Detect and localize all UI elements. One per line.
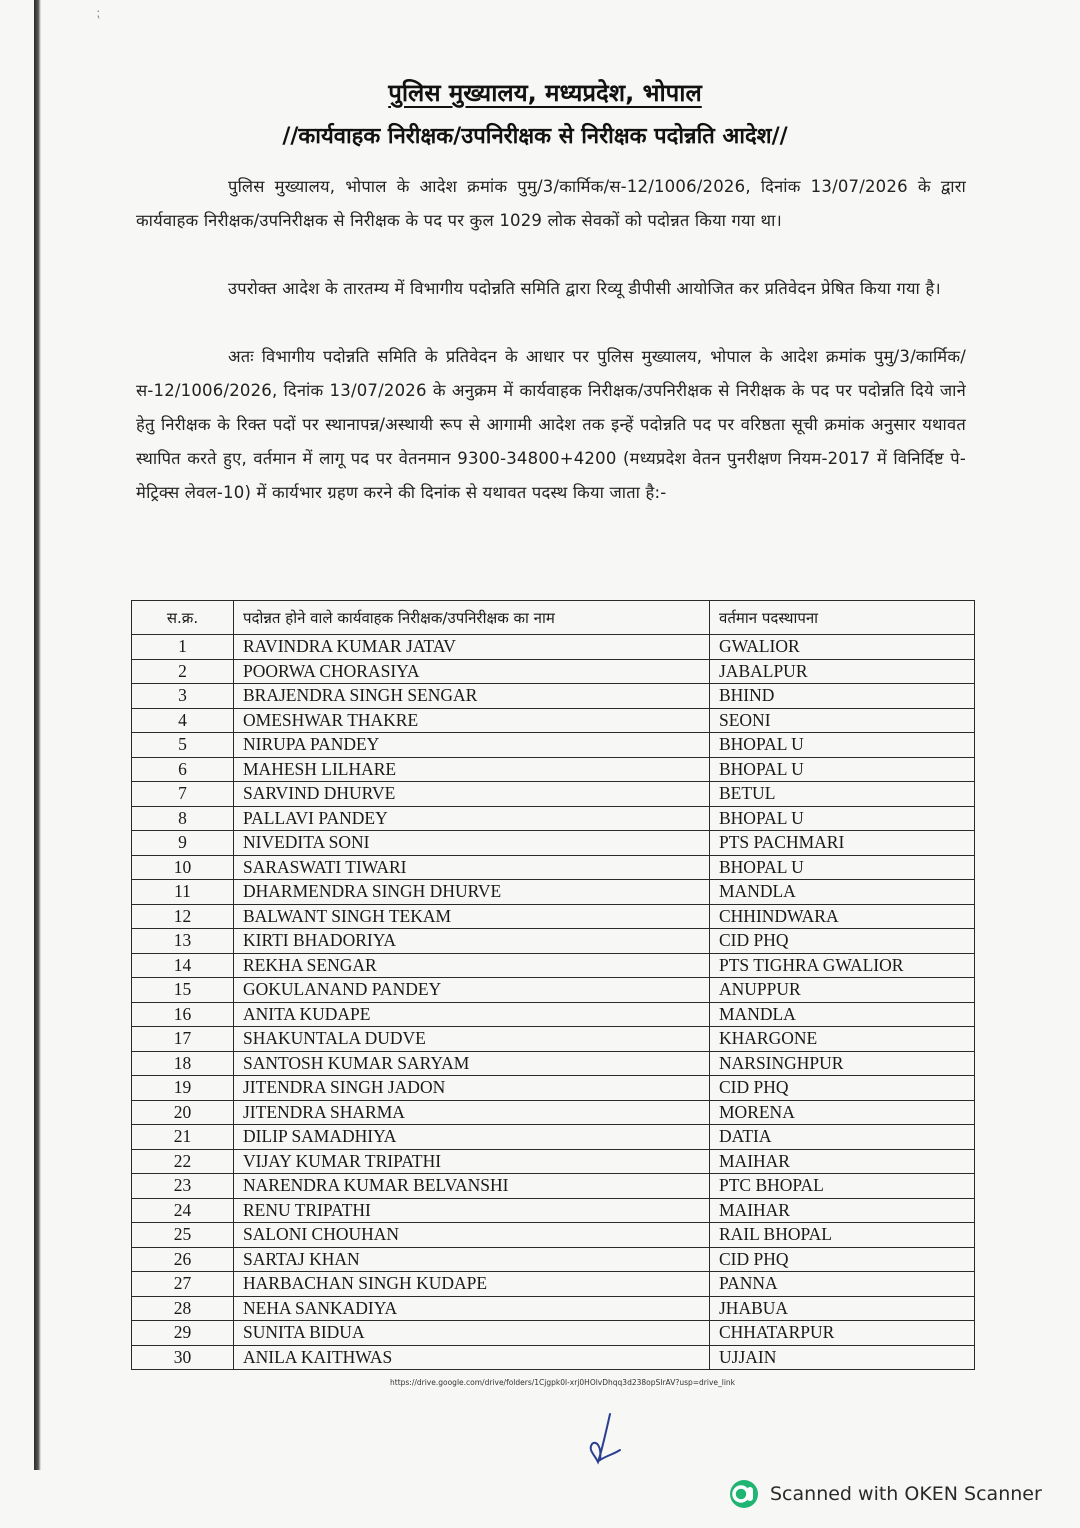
serial-number-cell: 9 xyxy=(132,831,234,856)
serial-number-cell: 21 xyxy=(132,1125,234,1150)
serial-number-cell: 18 xyxy=(132,1051,234,1076)
officer-name-cell: DHARMENDRA SINGH DHURVE xyxy=(234,880,710,905)
serial-number-cell: 8 xyxy=(132,806,234,831)
current-posting-cell: CHHATARPUR xyxy=(710,1321,975,1346)
table-row xyxy=(132,635,975,660)
current-posting-cell: JABALPUR xyxy=(710,659,975,684)
current-posting-cell: MAIHAR xyxy=(710,1198,975,1223)
officer-name-cell: ANILA KAITHWAS xyxy=(234,1345,710,1370)
current-posting-cell: CHHINDWARA xyxy=(710,904,975,929)
officer-name-cell: NIRUPA PANDEY xyxy=(234,733,710,758)
serial-number-cell: 5 xyxy=(132,733,234,758)
body-paragraph-3: अतः विभागीय पदोन्नति समिति के प्रतिवेदन के आधार पर पुलिस मुख्यालय, भोपाल के आदेश क्रमांक पुमु/3/कार्मिक/स-12/1006/2026, दिनांक 13/07/2026 के अनुक्रम में कार्यवाहक निरीक्षक/उपनिरीक्षक से निरीक्षक के पद पर पदोन्नति दिये जाने हेतु निरीक्षक के रिक्त पदों पर स्थानापन्न/अस्थायी रूप से आगामी आदेश तक इन्हें पदोन्नति पद पर वरिष्ठता सूची क्रमांक अनुसार यथावत स्थापित करते हुए, वर्तमान में लागू पद पर वेतनमान 9300-34800+4200 (मध्यप्रदेश वेतन पुनरीक्षण नियम-2017 में विनिर्दिष्ट पे-मेट्रिक्स लेवल-10) में कार्यभार ग्रहण करने की दिनांक से यथावत पदस्थ किया जाता है:- xyxy=(136,347,966,502)
serial-number-cell: 22 xyxy=(132,1149,234,1174)
serial-number-cell: 24 xyxy=(132,1198,234,1223)
table-row xyxy=(132,1247,975,1272)
body-paragraph-2: उपरोक्त आदेश के तारतम्य में विभागीय पदोन्नति समिति द्वारा रिव्यू डीपीसी आयोजित कर प्रतिवेदन प्रेषित किया गया है। xyxy=(228,279,941,298)
table-row xyxy=(132,1198,975,1223)
current-posting-cell: MANDLA xyxy=(710,880,975,905)
table-row xyxy=(132,708,975,733)
table-row xyxy=(132,1149,975,1174)
current-posting-cell: PTC BHOPAL xyxy=(710,1174,975,1199)
serial-number-cell: 28 xyxy=(132,1296,234,1321)
officer-name-cell: NARENDRA KUMAR BELVANSHI xyxy=(234,1174,710,1199)
current-posting-cell: PANNA xyxy=(710,1272,975,1297)
officer-name-cell: REKHA SENGAR xyxy=(234,953,710,978)
serial-number-cell: 27 xyxy=(132,1272,234,1297)
officer-name-cell: HARBACHAN SINGH KUDAPE xyxy=(234,1272,710,1297)
officer-name-cell: OMESHWAR THAKRE xyxy=(234,708,710,733)
table-row xyxy=(132,904,975,929)
officer-name-cell: BALWANT SINGH TEKAM xyxy=(234,904,710,929)
table-row xyxy=(132,684,975,709)
table-row xyxy=(132,831,975,856)
scanner-watermark xyxy=(728,1478,1042,1510)
table-header-row xyxy=(132,601,975,635)
serial-number-cell: 12 xyxy=(132,904,234,929)
current-posting-cell: BHOPAL U xyxy=(710,733,975,758)
table-row xyxy=(132,782,975,807)
officer-name-cell: POORWA CHORASIYA xyxy=(234,659,710,684)
officer-name-cell: MAHESH LILHARE xyxy=(234,757,710,782)
serial-number-cell: 20 xyxy=(132,1100,234,1125)
table-row xyxy=(132,855,975,880)
table-row xyxy=(132,1027,975,1052)
table-row xyxy=(132,1100,975,1125)
officer-name-cell: SANTOSH KUMAR SARYAM xyxy=(234,1051,710,1076)
table-row xyxy=(132,1223,975,1248)
current-posting-cell: BHIND xyxy=(710,684,975,709)
officer-name-cell: JITENDRA SINGH JADON xyxy=(234,1076,710,1101)
document-title: पुलिस मुख्यालय, मध्यप्रदेश, भोपाल xyxy=(388,79,702,107)
officer-name-cell: DILIP SAMADHIYA xyxy=(234,1125,710,1150)
officer-name-cell: ANITA KUDAPE xyxy=(234,1002,710,1027)
table-row xyxy=(132,1125,975,1150)
current-posting-cell: SEONI xyxy=(710,708,975,733)
serial-number-cell: 13 xyxy=(132,929,234,954)
table-row xyxy=(132,978,975,1003)
current-posting-cell: BETUL xyxy=(710,782,975,807)
serial-number-cell: 1 xyxy=(132,635,234,660)
order-subtitle: //कार्यवाहक निरीक्षक/उपनिरीक्षक से निरीक्षक पदोन्नति आदेश// xyxy=(282,124,788,149)
current-posting-cell: PTS TIGHRA GWALIOR xyxy=(710,953,975,978)
current-posting-cell: BHOPAL U xyxy=(710,757,975,782)
current-posting-cell: MAIHAR xyxy=(710,1149,975,1174)
officer-name-cell: RENU TRIPATHI xyxy=(234,1198,710,1223)
promotion-table xyxy=(131,600,975,1370)
serial-number-cell: 3 xyxy=(132,684,234,709)
table-row xyxy=(132,659,975,684)
table-row xyxy=(132,1002,975,1027)
serial-number-cell: 25 xyxy=(132,1223,234,1248)
officer-name-cell: NEHA SANKADIYA xyxy=(234,1296,710,1321)
table-row xyxy=(132,1051,975,1076)
officer-name-cell: SHAKUNTALA DUDVE xyxy=(234,1027,710,1052)
table-row xyxy=(132,733,975,758)
table-row xyxy=(132,1076,975,1101)
serial-number-cell: 29 xyxy=(132,1321,234,1346)
current-posting-cell: CID PHQ xyxy=(710,929,975,954)
officer-name-cell: KIRTI BHADORIYA xyxy=(234,929,710,954)
serial-number-cell: 14 xyxy=(132,953,234,978)
officer-name-header: पदोन्नत होने वाले कार्यवाहक निरीक्षक/उपनिरीक्षक का नाम xyxy=(234,601,710,635)
officer-name-cell: RAVINDRA KUMAR JATAV xyxy=(234,635,710,660)
officer-name-cell: SALONI CHOUHAN xyxy=(234,1223,710,1248)
current-posting-cell: GWALIOR xyxy=(710,635,975,660)
officer-name-cell: GOKULANAND PANDEY xyxy=(234,978,710,1003)
scan-speck: ⁏ xyxy=(96,6,101,20)
officer-name-cell: VIJAY KUMAR TRIPATHI xyxy=(234,1149,710,1174)
table-body xyxy=(132,635,975,1370)
officer-name-cell: NIVEDITA SONI xyxy=(234,831,710,856)
officer-name-cell: SARASWATI TIWARI xyxy=(234,855,710,880)
serial-number-cell: 7 xyxy=(132,782,234,807)
serial-number-cell: 6 xyxy=(132,757,234,782)
officer-name-cell: JITENDRA SHARMA xyxy=(234,1100,710,1125)
serial-number-cell: 23 xyxy=(132,1174,234,1199)
oken-scanner-logo-icon xyxy=(728,1478,760,1510)
serial-number-cell: 2 xyxy=(132,659,234,684)
table-row xyxy=(132,929,975,954)
serial-number-cell: 4 xyxy=(132,708,234,733)
table-row xyxy=(132,757,975,782)
current-posting-cell: NARSINGHPUR xyxy=(710,1051,975,1076)
serial-number-header: स.क्र. xyxy=(132,601,234,635)
drive-link-text: https://drive.google.com/drive/folders/1Cjgpk0l-xrj0HOlvDhqq3d238opSIrAV?usp=drive_link xyxy=(390,1378,736,1387)
serial-number-cell: 19 xyxy=(132,1076,234,1101)
current-posting-cell: KHARGONE xyxy=(710,1027,975,1052)
current-posting-cell: BHOPAL U xyxy=(710,855,975,880)
current-posting-cell: ANUPPUR xyxy=(710,978,975,1003)
current-posting-cell: CID PHQ xyxy=(710,1076,975,1101)
current-posting-cell: PTS PACHMARI xyxy=(710,831,975,856)
table-row xyxy=(132,880,975,905)
officer-name-cell: PALLAVI PANDEY xyxy=(234,806,710,831)
table-row xyxy=(132,1321,975,1346)
serial-number-cell: 10 xyxy=(132,855,234,880)
serial-number-cell: 15 xyxy=(132,978,234,1003)
current-posting-header: वर्तमान पदस्थापना xyxy=(710,601,975,635)
body-paragraph-1: पुलिस मुख्यालय, भोपाल के आदेश क्रमांक पुमु/3/कार्मिक/स-12/1006/2026, दिनांक 13/07/2026 के द्वारा कार्यवाहक निरीक्षक/उपनिरीक्षक से निरीक्षक के पद पर कुल 1029 लोक सेवकों को पदोन्नत किया गया था। xyxy=(136,177,966,230)
scanner-label: Scanned with OKEN Scanner xyxy=(770,1483,1042,1505)
serial-number-cell: 26 xyxy=(132,1247,234,1272)
current-posting-cell: CID PHQ xyxy=(710,1247,975,1272)
serial-number-cell: 16 xyxy=(132,1002,234,1027)
signature-mark xyxy=(580,1410,630,1470)
serial-number-cell: 17 xyxy=(132,1027,234,1052)
officer-name-cell: SARTAJ KHAN xyxy=(234,1247,710,1272)
page-edge-shadow xyxy=(34,0,41,1470)
current-posting-cell: UJJAIN xyxy=(710,1345,975,1370)
officer-name-cell: SARVIND DHURVE xyxy=(234,782,710,807)
serial-number-cell: 11 xyxy=(132,880,234,905)
table-row xyxy=(132,1296,975,1321)
table-row xyxy=(132,806,975,831)
current-posting-cell: BHOPAL U xyxy=(710,806,975,831)
officer-name-cell: SUNITA BIDUA xyxy=(234,1321,710,1346)
table-row xyxy=(132,953,975,978)
current-posting-cell: RAIL BHOPAL xyxy=(710,1223,975,1248)
table-row xyxy=(132,1174,975,1199)
officer-name-cell: BRAJENDRA SINGH SENGAR xyxy=(234,684,710,709)
current-posting-cell: MORENA xyxy=(710,1100,975,1125)
current-posting-cell: DATIA xyxy=(710,1125,975,1150)
table-row xyxy=(132,1345,975,1370)
table-row xyxy=(132,1272,975,1297)
current-posting-cell: JHABUA xyxy=(710,1296,975,1321)
serial-number-cell: 30 xyxy=(132,1345,234,1370)
current-posting-cell: MANDLA xyxy=(710,1002,975,1027)
